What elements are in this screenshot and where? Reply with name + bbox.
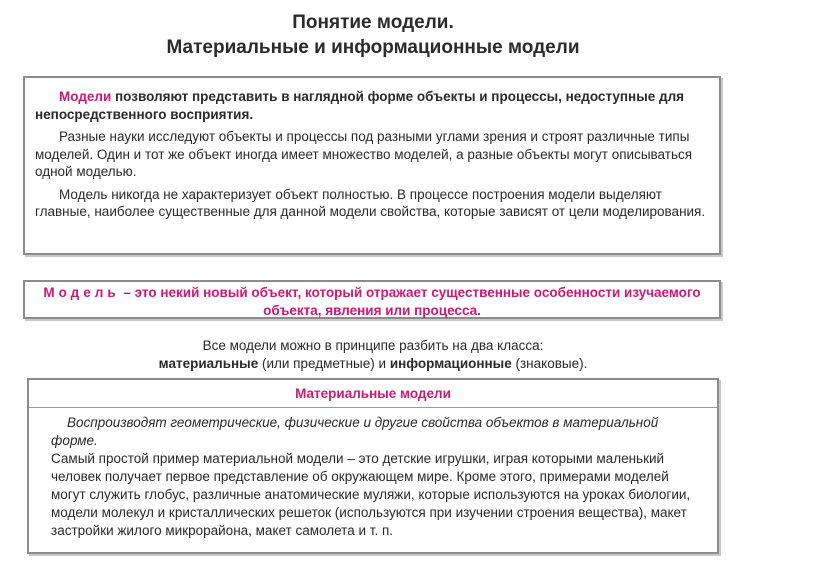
material-models-body [29,408,717,540]
classes-intro [0,337,746,373]
material-models-description: Самый простой пример материальной модели – это детские игрушки, играя которыми маленький человек получает первое представление об окружающем мире. Кроме этого, примерами моделей могут служить глобус, различные анатомические муляжи, которые используются на уроках биологии, модели молекул и кристаллических решеток (используются при изучении строения вещества), макет застройки жилого микрорайона, макет самолета и т. п. [51,451,691,538]
definition-term: Модель [43,285,120,300]
intro-paragraph-2: Разные науки исследуют объекты и процессы под разными углами зрения и строят различные типы моделей. Один и тот же объект иногда имеет множество моделей, а разные объекты могут описываться одной моделью. [35,129,693,179]
definition-text [33,284,711,319]
title-line-2: Материальные и информационные модели [166,37,580,58]
title-line-1: Понятие модели. [292,12,454,33]
material-models-heading: Материальные модели [29,380,717,408]
definition-body: – это некий новый объект, который отражает существенные особенности изучаемого объекта, явления или процесса. [119,285,701,318]
material-models-box [27,378,719,554]
definition-box [23,280,721,319]
intro-lead [35,88,709,123]
material-note: (или предметные) и [258,356,390,371]
classes-line-2 [0,355,746,373]
material-label: материальные [158,356,259,371]
material-models-italic: Воспроизводят геометрические, физические и другие свойства объектов в материальной форме. [51,415,659,448]
classes-line-1: Все модели можно в принципе разбить на два класса: [202,338,544,353]
informational-label: информационные [389,356,512,371]
page-title [0,10,746,60]
intro-paragraph-3: Модель никогда не характеризует объект полностью. В процессе построения модели выделяют главные, наиболее существенные для данной модели свойства, которые зависят от цели моделирования. [35,186,706,219]
intro-lead-text: позволяют представить в наглядной форме объекты и процессы, недоступные для непосредственного восприятия. [35,89,685,122]
intro-box [23,76,721,255]
models-term: Модели [59,89,112,104]
informational-note: (знаковые). [511,356,588,371]
